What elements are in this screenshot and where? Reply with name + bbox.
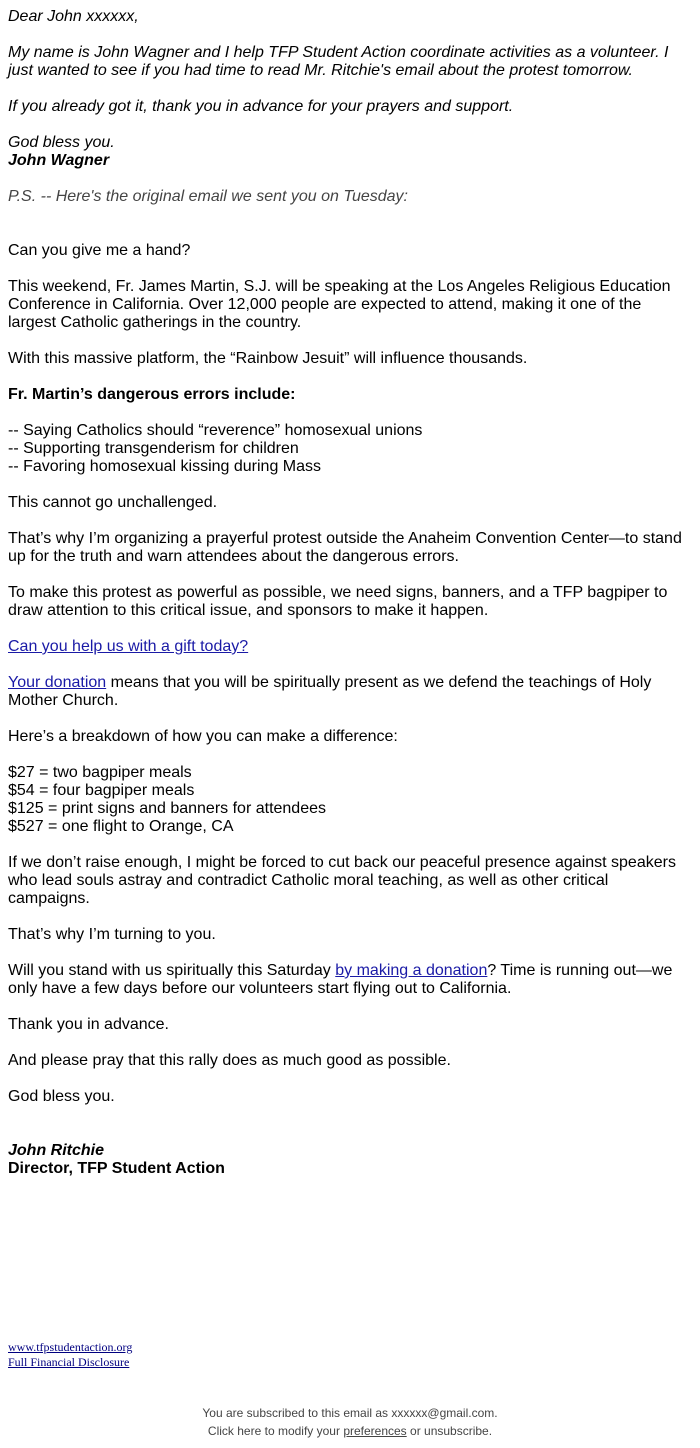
website-line: [8, 1340, 688, 1355]
list-item: -- Supporting transgenderism for children: [8, 440, 299, 457]
list-item: $27 = two bagpiper meals: [8, 764, 192, 781]
stand-text-before: Will you stand with us spiritually this Saturday: [8, 962, 336, 979]
paragraph-platform: With this massive platform, the “Rainbow Jesuit” will influence thousands.: [8, 350, 528, 367]
preferences-link[interactable]: preferences: [343, 1424, 407, 1438]
paragraph-protest: That’s why I’m organizing a prayerful protest outside the Anaheim Convention Center—to stand up for the truth and warn attendees about the dangerous errors.: [8, 530, 682, 565]
paragraph-turning: That’s why I’m turning to you.: [8, 926, 216, 943]
paragraph-stand: [8, 962, 688, 998]
donation-link[interactable]: Your donation: [8, 674, 107, 691]
breakdown-list: [8, 764, 688, 836]
signer-title: Director, TFP Student Action: [8, 1160, 225, 1177]
paragraph-pray: And please pray that this rally does as much good as possible.: [8, 1052, 451, 1069]
list-item: -- Saying Catholics should “reverence” homosexual unions: [8, 422, 423, 439]
paragraph-needs: To make this protest as powerful as possible, we need signs, banners, and a TFP bagpiper to draw attention to this critical issue, and sponsors to make it happen.: [8, 584, 668, 619]
intro-paragraph: My name is John Wagner and I help TFP Student Action coordinate activities as a volunteer. I just wanted to see if you had time to read Mr. Ritchie's email about the protest tomorrow.: [8, 44, 669, 79]
gift-line: [8, 638, 688, 656]
financial-disclosure-link[interactable]: Full Financial Disclosure: [8, 1355, 130, 1369]
paragraph-donation: [8, 674, 688, 710]
list-item: -- Favoring homosexual kissing during Mass: [8, 458, 322, 475]
donation-text: means that you will be spiritually present as we defend the teachings of Holy Mother Church.: [8, 674, 652, 709]
errors-heading: Fr. Martin’s dangerous errors include:: [8, 386, 296, 403]
greeting: Dear John xxxxxx,: [8, 8, 139, 25]
forward-signer: John Wagner: [8, 152, 110, 169]
subscription-notice: [0, 1404, 700, 1422]
ps-note: P.S. -- Here's the original email we sent you on Tuesday:: [8, 188, 408, 205]
list-item: $125 = print signs and banners for attendees: [8, 800, 326, 817]
thanks-paragraph: If you already got it, thank you in advance for your prayers and support.: [8, 98, 514, 115]
subscriber-email: xxxxxx@gmail.com.: [391, 1406, 498, 1420]
making-donation-link[interactable]: by making a donation: [335, 962, 488, 979]
list-item: $527 = one flight to Orange, CA: [8, 818, 234, 835]
list-item: $54 = four bagpiper meals: [8, 782, 195, 799]
paragraph-conference: This weekend, Fr. James Martin, S.J. will be speaking at the Los Angeles Religious Education Conference in California. Over 12,000 people are expected to attend, making it one of the largest Catholic gatherings in the country.: [8, 278, 671, 331]
breakdown-intro: Here’s a breakdown of how you can make a difference:: [8, 728, 398, 745]
modify-notice: [0, 1422, 700, 1440]
errors-list: [8, 422, 688, 476]
paragraph-raise: If we don’t raise enough, I might be forced to cut back our peaceful presence against speakers who lead souls astray and contradict Catholic moral teaching, as well as other critical campaigns.: [8, 854, 676, 907]
paragraph-thank-you: Thank you in advance.: [8, 1016, 169, 1033]
subscribed-text: You are subscribed to this email as: [202, 1406, 392, 1420]
forward-closing: God bless you.: [8, 134, 115, 151]
gift-link[interactable]: Can you help us with a gift today?: [8, 638, 249, 655]
original-closing: God bless you.: [8, 1088, 115, 1105]
website-link[interactable]: www.tfpstudentaction.org: [8, 1340, 133, 1354]
original-signer: John Ritchie: [8, 1142, 105, 1159]
modify-text: Click here to modify your: [207, 1424, 344, 1438]
stand-text-after: ? Time is running out—we only have a few days before our volunteers start flying out to California.: [8, 962, 673, 997]
unsubscribe-text: or unsubscribe.: [406, 1424, 493, 1438]
disclosure-line: [8, 1355, 688, 1370]
ask-line: Can you give me a hand?: [8, 242, 191, 259]
paragraph-unchallenged: This cannot go unchallenged.: [8, 494, 218, 511]
